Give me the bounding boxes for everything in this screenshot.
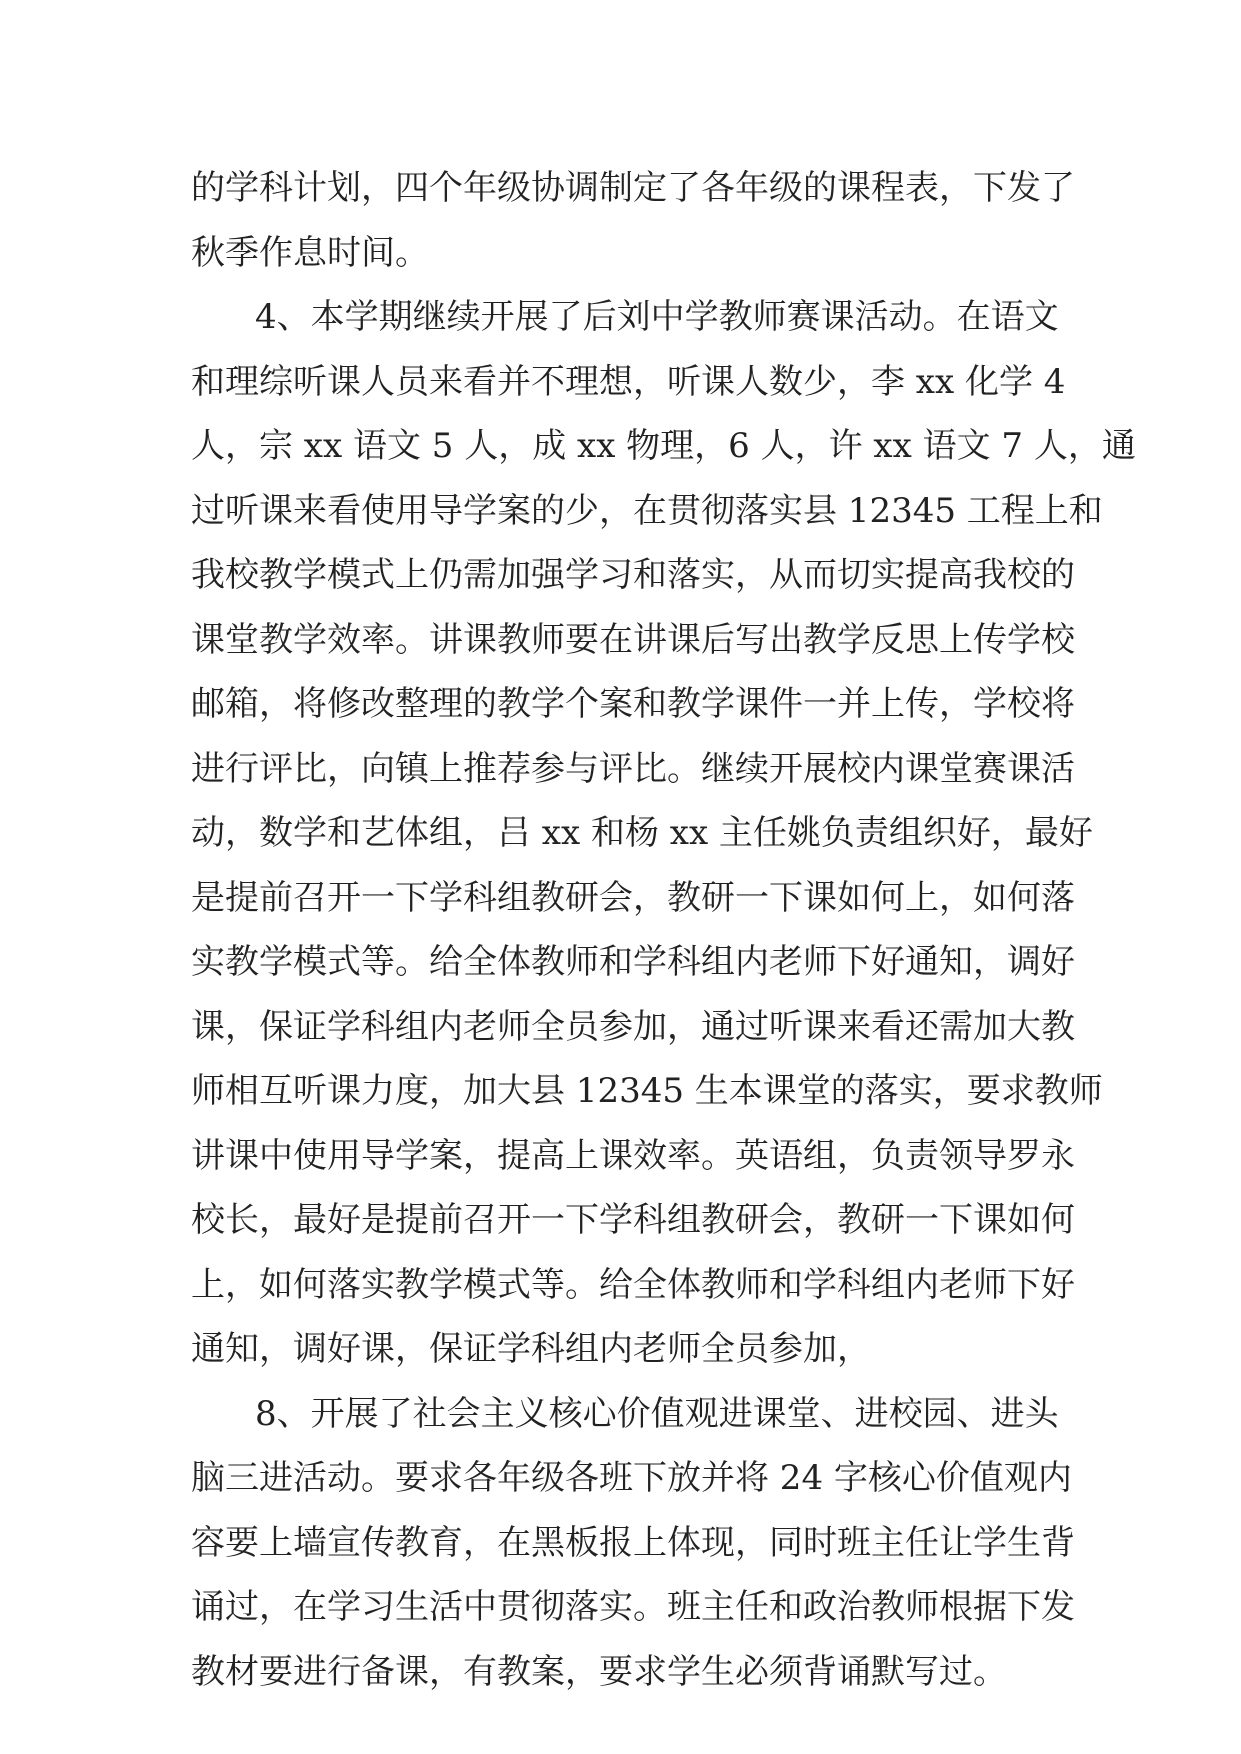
text-line: 人，宗 xx 语文 5 人，成 xx 物理，6 人，许 xx 语文 7 人，通	[191, 426, 1136, 466]
text-line: 秋季作息时间。	[191, 232, 429, 273]
text-line: 课，保证学科组内老师全员参加，通过听课来看还需加大教	[191, 1006, 1075, 1047]
document-body	[191, 156, 1136, 1704]
text-line: 实教学模式等。给全体教师和学科组内老师下好通知，调好	[191, 942, 1075, 982]
text-line: 邮箱，将修改整理的教学个案和教学课件一并上传，学校将	[191, 684, 1075, 724]
text-line: 进行评比，向镇上推荐参与评比。继续开展校内课堂赛课活	[191, 748, 1075, 789]
paragraph-start-line: 8、开展了社会主义核心价值观进课堂、进校园、进头	[255, 1393, 1059, 1434]
text-line: 容要上墙宣传教育，在黑板报上体现，同时班主任让学生背	[191, 1522, 1075, 1563]
text-line: 校长，最好是提前召开一下学科组教研会，教研一下课如何	[191, 1200, 1075, 1240]
text-line: 的学科计划，四个年级协调制定了各年级的课程表，下发了	[191, 168, 1075, 208]
text-line: 师相互听课力度，加大县 12345 生本课堂的落实，要求教师	[191, 1071, 1103, 1111]
text-line: 讲课中使用导学案，提高上课效率。英语组，负责领导罗永	[191, 1135, 1075, 1176]
text-line: 动，数学和艺体组，吕 xx 和杨 xx 主任姚负责组织好，最好	[191, 813, 1093, 853]
text-line: 通知，调好课，保证学科组内老师全员参加，	[191, 1329, 871, 1369]
text-line: 上，如何落实教学模式等。给全体教师和学科组内老师下好	[191, 1264, 1075, 1305]
text-line: 课堂教学效率。讲课教师要在讲课后写出教学反思上传学校	[191, 619, 1075, 660]
text-line: 诵过，在学习生活中贯彻落实。班主任和政治教师根据下发	[191, 1587, 1075, 1627]
text-line: 我校教学模式上仍需加强学习和落实，从而切实提高我校的	[191, 555, 1075, 595]
text-line: 和理综听课人员来看并不理想，听课人数少，李 xx 化学 4	[191, 361, 1066, 402]
text-line: 是提前召开一下学科组教研会，教研一下课如何上，如何落	[191, 877, 1075, 918]
paragraph-start-line: 4、本学期继续开展了后刘中学教师赛课活动。在语文	[255, 297, 1059, 337]
text-line: 脑三进活动。要求各年级各班下放并将 24 字核心价值观内	[191, 1458, 1072, 1498]
text-line: 教材要进行备课，有教案，要求学生必须背诵默写过。	[191, 1651, 1007, 1692]
text-line: 过听课来看使用导学案的少，在贯彻落实县 12345 工程上和	[191, 490, 1103, 531]
